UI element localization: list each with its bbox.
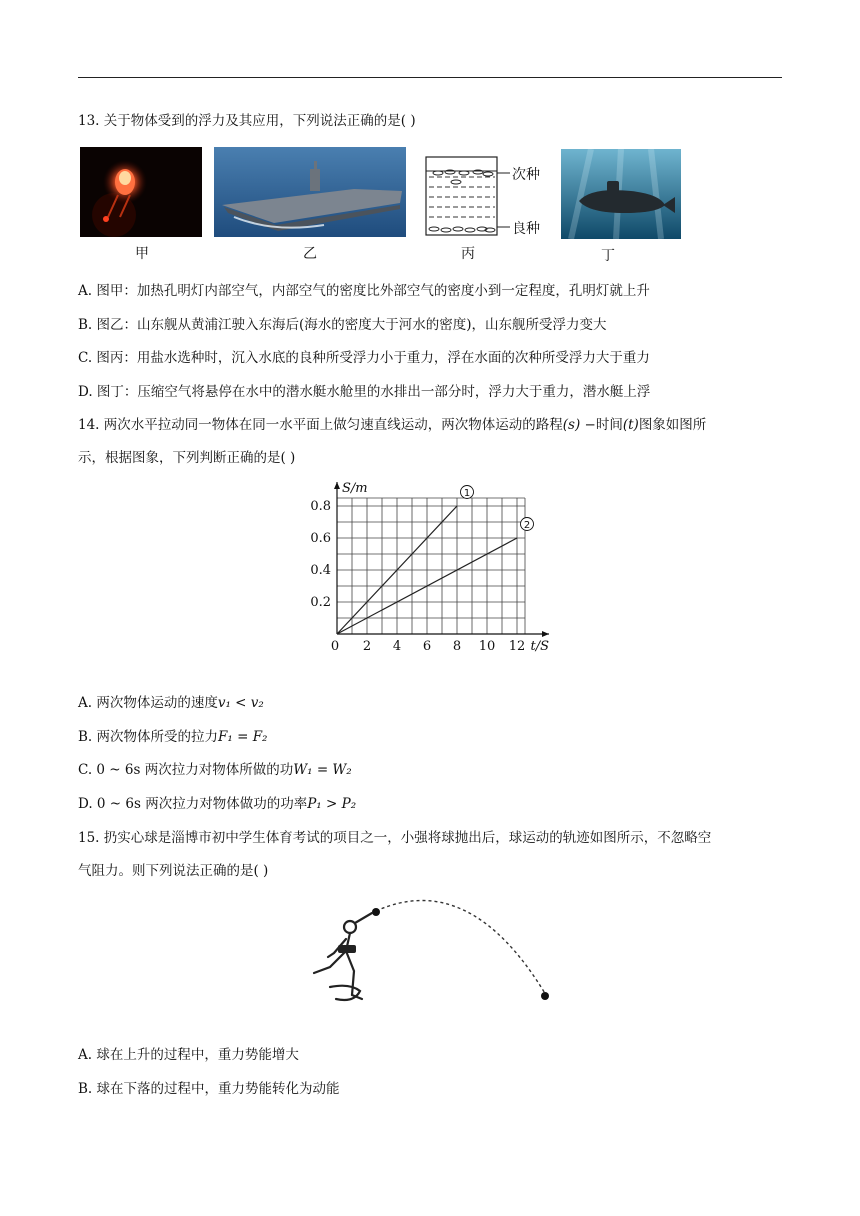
q14-option-b: B. 两次物体所受的拉力F₁ = F₂ xyxy=(78,729,268,745)
y-axis-arrow xyxy=(334,482,340,489)
q13-stem: 13. 关于物体受到的浮力及其应用，下列说法正确的是( ) xyxy=(78,113,416,129)
x-tick-label: 12 xyxy=(508,639,526,654)
series-label-1: 1 xyxy=(463,488,471,499)
y-tick-label: 0.8 xyxy=(310,499,331,514)
ball-landing xyxy=(541,992,549,1000)
x-tick-label: 0 xyxy=(330,639,340,654)
q13-option-c: C. 图丙：用盐水选种时，沉入水底的良种所受浮力小于重力，浮在水面的次种所受浮力大于重力 xyxy=(78,350,650,366)
submarine-photo xyxy=(561,149,681,239)
caption-bing: 丙 xyxy=(461,246,475,262)
y-axis-label: S/m xyxy=(342,481,368,496)
aircraft-carrier-photo xyxy=(214,147,406,237)
caption-ding: 丁 xyxy=(601,248,615,264)
y-tick-label: 0.4 xyxy=(310,563,331,578)
q13-option-a: A. 图甲：加热孔明灯内部空气，内部空气的密度比外部空气的密度小到一定程度，孔明灯就上升 xyxy=(78,283,650,299)
x-tick-label: 4 xyxy=(392,639,402,654)
x-axis-arrow xyxy=(542,631,549,637)
x-axis-label: t/S xyxy=(530,639,549,654)
q14-stem-line2: 示，根据图象，下列判断正确的是( ) xyxy=(78,450,296,466)
distance-time-chart xyxy=(300,478,560,660)
seed-label-inferior: 次种 xyxy=(512,167,540,183)
sky-lantern-photo xyxy=(80,147,202,237)
series-label-2: 2 xyxy=(523,520,531,531)
q14-option-a: A. 两次物体运动的速度v₁ < v₂ xyxy=(78,695,264,711)
x-tick-label: 6 xyxy=(422,639,432,654)
ball-in-hand xyxy=(372,908,380,916)
ball-trajectory xyxy=(376,901,546,996)
x-tick-label: 10 xyxy=(478,639,496,654)
x-tick-label: 2 xyxy=(362,639,372,654)
q15-option-b: B. 球在下落的过程中，重力势能转化为动能 xyxy=(78,1081,340,1097)
caption-jia: 甲 xyxy=(135,246,149,262)
q13-option-d: D. 图丁：压缩空气将悬停在水中的潜水艇水舱里的水排出一部分时，浮力大于重力，潜水艇上浮 xyxy=(78,384,651,400)
q15-stem-line2: 气阻力。则下列说法正确的是( ) xyxy=(78,863,269,879)
q14-option-d: D. 0 ~ 6s 两次拉力对物体做功的功率P₁ > P₂ xyxy=(78,796,357,812)
y-tick-label: 0.6 xyxy=(310,531,331,546)
q15-option-a: A. 球在上升的过程中，重力势能增大 xyxy=(78,1047,299,1063)
q14-option-c: C. 0 ~ 6s 两次拉力对物体所做的功W₁ = W₂ xyxy=(78,762,352,778)
seed-selection-diagram xyxy=(424,155,554,237)
shot-put-diagram xyxy=(300,895,560,1015)
x-tick-label: 8 xyxy=(452,639,462,654)
q14-stem-line1: 14. 两次水平拉动同一物体在同一水平面上做匀速直线运动，两次物体运动的路程(s) −时间(t)图象如图所 xyxy=(78,417,707,433)
header-rule xyxy=(78,77,782,78)
athlete-figure xyxy=(314,913,372,1000)
y-tick-label: 0.2 xyxy=(310,595,331,610)
caption-yi: 乙 xyxy=(303,246,317,262)
q15-stem-line1: 15. 扔实心球是淄博市初中学生体育考试的项目之一，小强将球抛出后，球运动的轨迹如图所示，不忽略空 xyxy=(78,830,712,846)
q13-option-b: B. 图乙：山东舰从黄浦江驶入东海后(海水的密度大于河水的密度)，山东舰所受浮力变大 xyxy=(78,317,607,333)
seed-label-good: 良种 xyxy=(512,221,540,237)
